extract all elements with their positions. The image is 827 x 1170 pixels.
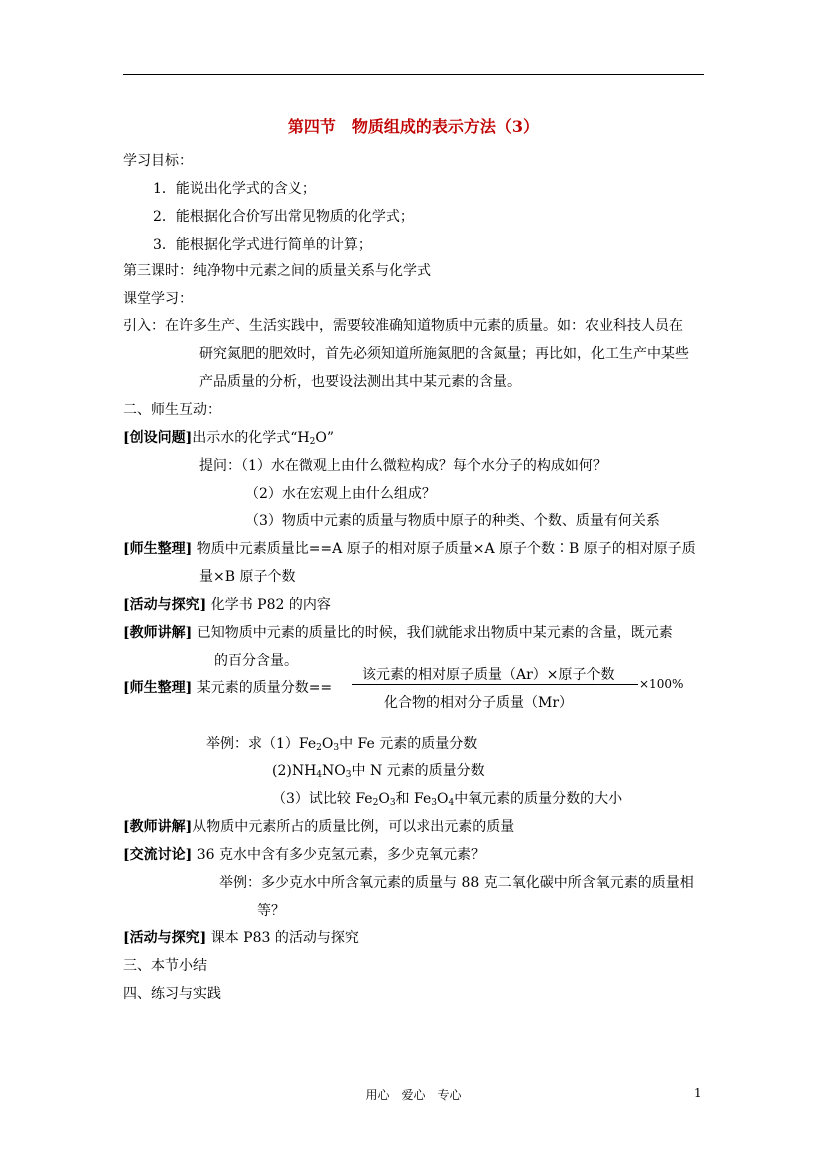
- discussion-example: 举例：多少克水中所含氧元素的质量与 88 克二氧化碳中所含氧元素的质量相: [219, 875, 694, 891]
- section-summary: 三、本节小结: [123, 958, 207, 974]
- goal-3: 3．能根据化学式进行简单的计算；: [153, 237, 372, 253]
- example-text: O: [436, 791, 449, 807]
- question-text-end: O”: [315, 430, 334, 446]
- section-practice: 四、练习与实践: [123, 986, 221, 1002]
- discussion-line: [123, 846, 485, 864]
- teacher-2-line: [123, 818, 514, 836]
- activity-2-line: [123, 929, 359, 947]
- example-text: (2)NH: [272, 763, 317, 779]
- teacher-tag: [教师讲解]: [123, 625, 193, 641]
- fraction-bar: [352, 684, 638, 685]
- activity-text: 课本 P83 的活动与探究: [210, 930, 359, 946]
- interaction-heading: 二、师生互动：: [123, 402, 221, 418]
- subscript: 3: [431, 798, 437, 808]
- summary-text: 某元素的质量分数==: [196, 680, 333, 696]
- question-line: [123, 429, 334, 447]
- footer-text: 用心 爱心 专心: [365, 1088, 462, 1102]
- summary-tag: [师生整理]: [123, 541, 193, 557]
- activity-tag: [活动与探究]: [123, 597, 207, 613]
- fraction-numerator: 该元素的相对原子质量（Ar）×原子个数: [362, 667, 615, 683]
- ask-1: 提问：（1）水在微观上由什么微粒构成？每个水分子的构成如何？: [199, 458, 607, 474]
- example-2: [272, 762, 485, 780]
- goals-heading: 学习目标：: [123, 153, 193, 169]
- intro-line-2: 研究氮肥的肥效时，首先必须知道所施氮肥的含氮量；再比如，化工生产中某些: [199, 346, 689, 362]
- question-text: 出示水的化学式“H: [192, 430, 310, 446]
- subscript: 2: [309, 437, 316, 447]
- activity-1-line: [123, 596, 331, 614]
- example-text: 和 Fe: [395, 791, 432, 807]
- activity-tag: [活动与探究]: [123, 930, 207, 946]
- example-text: NO: [322, 763, 346, 779]
- example-text: 举例：求（1）Fe: [206, 736, 317, 752]
- summary-1-cont: 量×B 原子个数: [199, 569, 296, 585]
- ask-3: （3）物质中元素的质量与物质中原子的种类、个数、质量有何关系: [245, 513, 660, 529]
- subscript: 3: [333, 743, 340, 753]
- teacher-1-cont: 的百分含量。: [214, 653, 298, 669]
- example-text: O: [321, 736, 334, 752]
- summary-1-line: [123, 540, 696, 558]
- example-3: [272, 790, 622, 808]
- intro-line-3: 产品质量的分析，也要设法测出其中某元素的含量。: [199, 374, 521, 390]
- teacher-1-line: [123, 624, 673, 642]
- ask-2: （2）水在宏观上由什么组成？: [245, 486, 436, 502]
- page-number: 1: [694, 1086, 702, 1100]
- example-text: O: [378, 791, 390, 807]
- example-text: （3）试比较 Fe: [272, 791, 373, 807]
- page-title: 第四节 物质组成的表示方法（3）: [287, 117, 540, 136]
- intro-line-1: 引入：在许多生产、生活实践中，需要较准确知道物质中元素的质量。如：农业科技人员在: [123, 318, 683, 334]
- period-line: 第三课时：纯净物中元素之间的质量关系与化学式: [123, 263, 431, 279]
- discussion-tag: [交流讨论]: [123, 847, 193, 863]
- subscript: 3: [345, 770, 352, 780]
- header-rule: [123, 74, 704, 75]
- goal-1: 1．能说出化学式的含义；: [153, 181, 316, 197]
- teacher-tag: [教师讲解]: [123, 819, 193, 835]
- discussion-example-cont: 等？: [257, 903, 285, 919]
- example-1: [206, 735, 477, 753]
- summary-tag: [师生整理]: [123, 680, 193, 696]
- example-text: 中氧元素的质量分数的大小: [454, 791, 623, 807]
- subscript: 4: [316, 770, 323, 780]
- goal-2: 2．能根据化合价写出常见物质的化学式；: [153, 209, 414, 225]
- teacher-text: 已知物质中元素的质量比的时候，我们就能求出物质中某元素的含量，既元素: [196, 625, 673, 641]
- subscript: 4: [448, 798, 455, 808]
- summary-text: 物质中元素质量比==A 原子的相对原子质量×A 原子个数∶B 原子的相对原子质: [196, 541, 696, 557]
- subscript: 2: [372, 798, 379, 808]
- subscript: 3: [389, 798, 396, 808]
- fraction-multiplier: ×100%: [639, 677, 684, 691]
- fraction-denominator: 化合物的相对分子质量（Mr）: [384, 695, 574, 711]
- example-text: 中 Fe 元素的质量分数: [339, 736, 478, 752]
- activity-text: 化学书 P82 的内容: [210, 597, 331, 613]
- class-study: 课堂学习：: [123, 291, 193, 307]
- discussion-text: 36 克水中含有多少克氢元素，多少克氧元素？: [196, 847, 485, 863]
- teacher-text: 从物质中元素所占的质量比例，可以求出元素的质量: [192, 819, 515, 835]
- subscript: 2: [316, 743, 322, 753]
- summary-2-line: [123, 679, 332, 697]
- example-text: 中 N 元素的质量分数: [351, 763, 485, 779]
- question-tag: [创设问题]: [123, 430, 193, 446]
